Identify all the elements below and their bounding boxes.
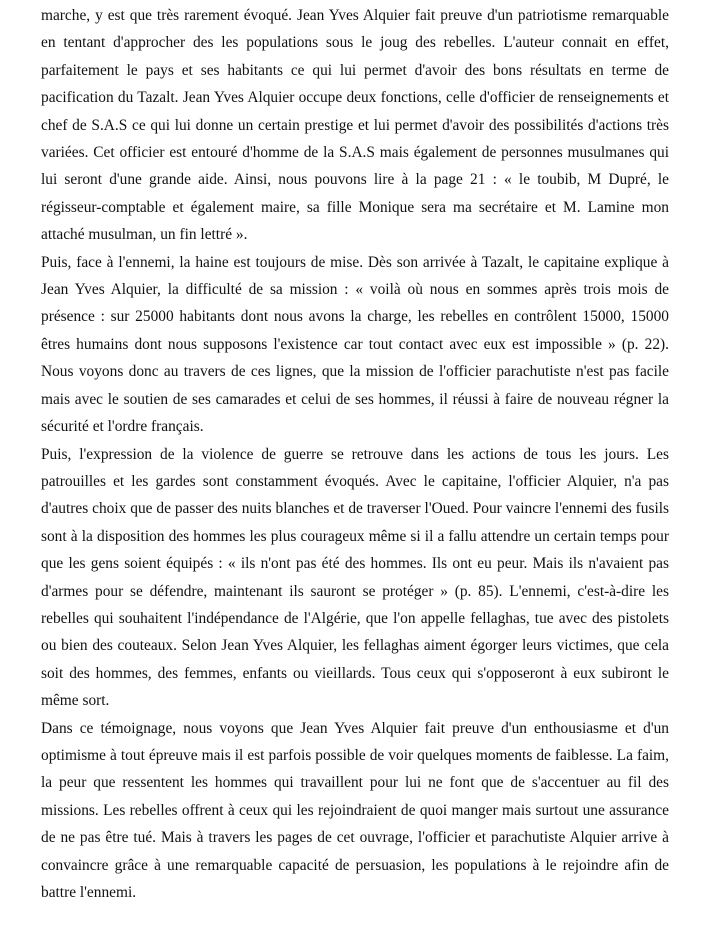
paragraph-temoignage: Dans ce témoignage, nous voyons que Jean Yves Alquier fait preuve d'un enthousiasme et d'un optimisme à tout épreuve mais il est parfois possible de voir quelques moments de faiblesse. La faim, la peur que ressentent les hommes qui travaillent pour lui ne font que de s'accentuer au fil des missions. Les rebelles offrent à ceux qui les rejoindraient de quoi manger mais surtout une assurance de ne pas être tué. Mais à travers les pages de cet ouvrage, l'officier et parachutiste Alquier arrive à convaincre grâce à une remarquable capacité de persuasion, les populations à le rejoindre afin de battre l'ennemi. [41,719,669,901]
paragraph-ennemi: Puis, face à l'ennemi, la haine est toujours de mise. Dès son arrivée à Tazalt, le capitaine explique à Jean Yves Alquier, la difficulté de sa mission : « voilà où nous en sommes après trois mois de présence : sur 25000 habitants dont nous avons la charge, les rebelles en contrôlent 15000, 15000 êtres humains dont nous supposons l'existence car tout contact avec eux est impossible » (p. 22). Nous voyons donc au travers de ces lignes, que la mission de l'officier parachutiste n'est pas facile mais avec le soutien de ses camarades et celui de ses hommes, il réussi à faire de nouveau régner la sécurité et l'ordre français. [41,253,669,436]
document-page [41,2,669,906]
paragraph-pacification: marche, y est que très rarement évoqué. Jean Yves Alquier fait preuve d'un patriotisme remarquable en tentant d'approcher des les populations sous le joug des rebelles. L'auteur connait en effet, parfaitement le pays et ses habitants ce qui lui permet d'avoir des bons résultats en terme de pacification du Tazalt. Jean Yves Alquier occupe deux fonctions, celle d'officier de renseignements et chef de S.A.S ce qui lui donne un certain prestige et lui permet d'avoir des possibilités d'actions très variées. Cet officier est entouré d'homme de la S.A.S mais également de personnes musulmanes qui lui seront d'une grande aide. Ainsi, nous pouvons lire à la page 21 : « le toubib, M Dupré, le régisseur-comptable et également maire, sa fille Monique sera ma secrétaire et M. Lamine mon attaché musulman, un fin lettré ». [41,7,669,244]
paragraph-violence: Puis, l'expression de la violence de guerre se retrouve dans les actions de tous les jours. Les patrouilles et les gardes sont constamment évoqués. Avec le capitaine, l'officier Alquier, n'a pas d'autres choix que de passer des nuits blanches et de traverser l'Oued. Pour vaincre l'ennemi des fusils sont à la disposition des hommes les plus courageux même si il a fallu attendre un certain temps pour que les gens soient équipés : « ils n'ont pas été des hommes. Ils ont eu peur. Mais ils n'avaient pas d'armes pour se défendre, maintenant ils sauront se protéger » (p. 85). L'ennemi, c'est-à-dire les rebelles qui souhaitent l'indépendance de l'Algérie, que l'on appelle fellaghas, tue avec des pistolets ou bien des couteaux. Selon Jean Yves Alquier, les fellaghas aiment égorger leurs victimes, que cela soit des hommes, des femmes, enfants ou vieillards. Tous ceux qui s'opposeront à eux subiront le même sort. [41,445,669,710]
